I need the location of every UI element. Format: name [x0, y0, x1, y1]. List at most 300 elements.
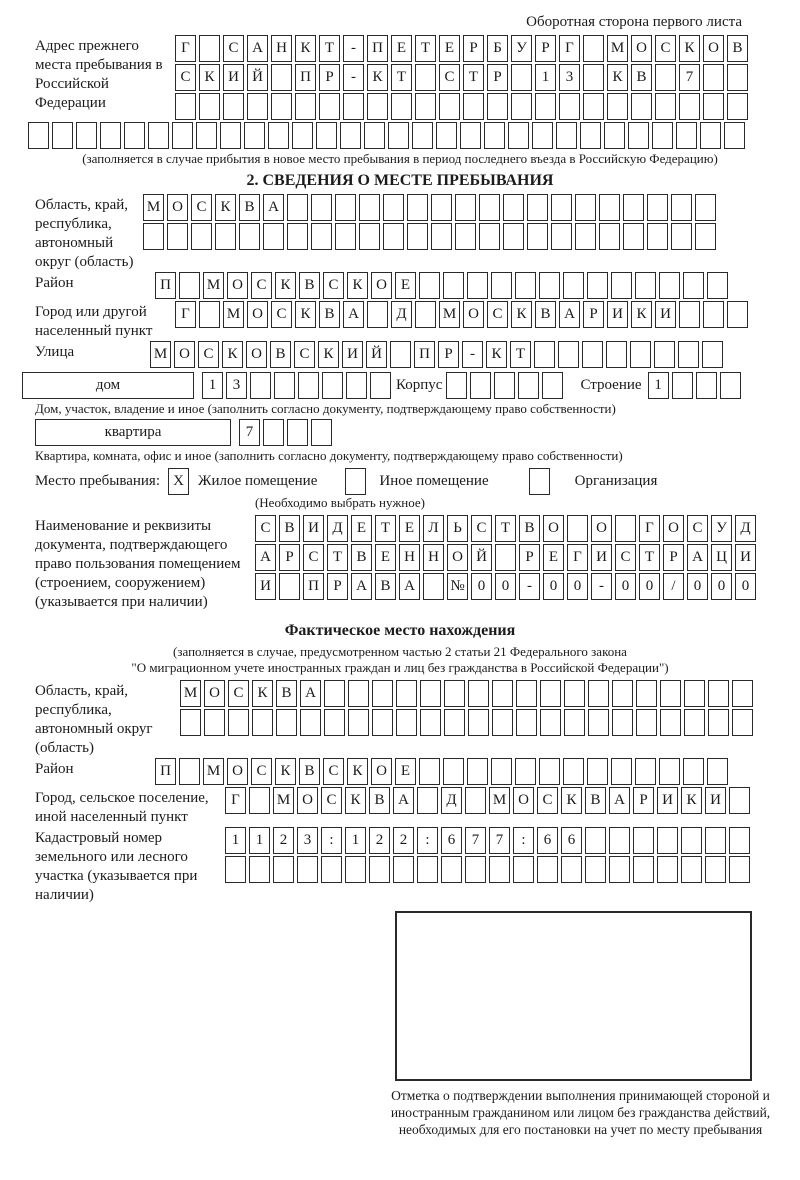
char-box[interactable]: М — [180, 680, 201, 707]
char-box[interactable] — [287, 194, 308, 221]
char-box[interactable] — [419, 272, 440, 299]
char-box[interactable]: О — [513, 787, 534, 814]
char-box[interactable] — [396, 680, 417, 707]
char-box[interactable] — [455, 223, 476, 250]
char-box[interactable]: С — [223, 35, 244, 62]
char-box[interactable]: Р — [327, 573, 348, 600]
char-box[interactable] — [696, 372, 717, 399]
char-box[interactable]: С — [198, 341, 219, 368]
char-box[interactable] — [370, 372, 391, 399]
char-box[interactable] — [612, 709, 633, 736]
char-box[interactable]: К — [607, 64, 628, 91]
char-box[interactable]: Й — [247, 64, 268, 91]
char-box[interactable] — [679, 301, 700, 328]
char-box[interactable] — [703, 93, 724, 120]
char-box[interactable]: А — [255, 544, 276, 571]
char-box[interactable] — [175, 93, 196, 120]
char-box[interactable]: С — [321, 787, 342, 814]
char-box[interactable]: К — [486, 341, 507, 368]
char-box[interactable] — [415, 93, 436, 120]
char-box[interactable]: - — [519, 573, 540, 600]
char-box[interactable]: Р — [663, 544, 684, 571]
char-box[interactable]: М — [273, 787, 294, 814]
char-box[interactable] — [263, 223, 284, 250]
char-box[interactable] — [199, 93, 220, 120]
char-box[interactable] — [492, 709, 513, 736]
char-box[interactable] — [383, 223, 404, 250]
char-box[interactable]: Л — [423, 515, 444, 542]
char-box[interactable]: Н — [399, 544, 420, 571]
char-box[interactable] — [465, 787, 486, 814]
char-box[interactable] — [441, 856, 462, 883]
char-box[interactable]: О — [543, 515, 564, 542]
char-box[interactable]: В — [727, 35, 748, 62]
char-box[interactable] — [239, 223, 260, 250]
char-box[interactable] — [321, 856, 342, 883]
char-box[interactable] — [223, 93, 244, 120]
char-box[interactable]: С — [439, 64, 460, 91]
char-box[interactable] — [247, 93, 268, 120]
char-box[interactable] — [367, 301, 388, 328]
char-box[interactable]: 7 — [489, 827, 510, 854]
char-box[interactable]: А — [351, 573, 372, 600]
char-box[interactable] — [532, 122, 553, 149]
char-box[interactable] — [343, 93, 364, 120]
char-box[interactable]: И — [342, 341, 363, 368]
char-box[interactable]: 1 — [535, 64, 556, 91]
char-box[interactable] — [556, 122, 577, 149]
char-box[interactable] — [630, 341, 651, 368]
char-box[interactable]: С — [323, 272, 344, 299]
char-box[interactable]: О — [227, 272, 248, 299]
char-box[interactable]: К — [199, 64, 220, 91]
char-box[interactable]: В — [239, 194, 260, 221]
char-box[interactable]: Р — [487, 64, 508, 91]
char-box[interactable]: Р — [535, 35, 556, 62]
char-box[interactable]: И — [657, 787, 678, 814]
char-box[interactable] — [587, 758, 608, 785]
char-box[interactable]: : — [417, 827, 438, 854]
char-box[interactable]: Р — [463, 35, 484, 62]
char-box[interactable] — [534, 341, 555, 368]
char-box[interactable] — [324, 680, 345, 707]
char-box[interactable] — [443, 758, 464, 785]
char-box[interactable]: К — [345, 787, 366, 814]
char-box[interactable]: К — [561, 787, 582, 814]
char-box[interactable]: Е — [351, 515, 372, 542]
char-box[interactable] — [732, 709, 753, 736]
char-box[interactable]: Т — [375, 515, 396, 542]
char-box[interactable]: В — [299, 272, 320, 299]
char-box[interactable] — [273, 856, 294, 883]
char-box[interactable] — [276, 709, 297, 736]
char-box[interactable]: В — [279, 515, 300, 542]
char-box[interactable]: П — [303, 573, 324, 600]
char-box[interactable] — [444, 680, 465, 707]
char-box[interactable] — [252, 709, 273, 736]
char-box[interactable]: С — [471, 515, 492, 542]
char-box[interactable] — [180, 709, 201, 736]
char-box[interactable] — [659, 758, 680, 785]
char-box[interactable] — [179, 758, 200, 785]
char-box[interactable] — [76, 122, 97, 149]
char-box[interactable]: В — [631, 64, 652, 91]
char-box[interactable] — [695, 223, 716, 250]
char-box[interactable] — [707, 272, 728, 299]
char-box[interactable] — [727, 64, 748, 91]
char-box[interactable] — [503, 194, 524, 221]
char-box[interactable] — [199, 301, 220, 328]
char-box[interactable] — [636, 680, 657, 707]
char-box[interactable] — [52, 122, 73, 149]
char-box[interactable]: О — [247, 301, 268, 328]
char-box[interactable] — [623, 223, 644, 250]
char-box[interactable] — [585, 827, 606, 854]
char-box[interactable]: 7 — [465, 827, 486, 854]
char-box[interactable]: М — [607, 35, 628, 62]
char-box[interactable]: Е — [395, 272, 416, 299]
char-box[interactable] — [412, 122, 433, 149]
char-box[interactable] — [633, 856, 654, 883]
char-box[interactable] — [446, 372, 467, 399]
char-box[interactable]: К — [215, 194, 236, 221]
char-box[interactable]: Г — [175, 35, 196, 62]
char-box[interactable]: Р — [438, 341, 459, 368]
char-box[interactable]: К — [347, 272, 368, 299]
char-box[interactable] — [271, 64, 292, 91]
char-box[interactable] — [684, 680, 705, 707]
char-box[interactable] — [511, 64, 532, 91]
char-box[interactable] — [479, 194, 500, 221]
char-box[interactable] — [287, 419, 308, 446]
char-box[interactable]: С — [303, 544, 324, 571]
char-box[interactable]: 7 — [239, 419, 260, 446]
char-box[interactable] — [585, 856, 606, 883]
char-box[interactable] — [300, 709, 321, 736]
char-box[interactable] — [729, 856, 750, 883]
char-box[interactable] — [249, 856, 270, 883]
char-box[interactable] — [612, 680, 633, 707]
char-box[interactable]: А — [559, 301, 580, 328]
char-box[interactable] — [460, 122, 481, 149]
char-box[interactable] — [191, 223, 212, 250]
char-box[interactable]: О — [591, 515, 612, 542]
char-box[interactable]: Е — [391, 35, 412, 62]
char-box[interactable] — [322, 372, 343, 399]
char-box[interactable]: 3 — [559, 64, 580, 91]
char-box[interactable] — [551, 223, 572, 250]
char-box[interactable] — [671, 223, 692, 250]
char-box[interactable] — [703, 301, 724, 328]
char-box[interactable] — [393, 856, 414, 883]
char-box[interactable] — [660, 680, 681, 707]
char-box[interactable] — [551, 194, 572, 221]
char-box[interactable]: Т — [639, 544, 660, 571]
char-box[interactable]: Ь — [447, 515, 468, 542]
char-box[interactable] — [527, 223, 548, 250]
char-box[interactable] — [220, 122, 241, 149]
char-box[interactable] — [415, 301, 436, 328]
char-box[interactable] — [495, 544, 516, 571]
char-box[interactable] — [268, 122, 289, 149]
char-box[interactable]: С — [191, 194, 212, 221]
char-box[interactable] — [628, 122, 649, 149]
char-box[interactable] — [492, 680, 513, 707]
char-box[interactable] — [623, 194, 644, 221]
char-box[interactable] — [369, 856, 390, 883]
char-box[interactable] — [729, 827, 750, 854]
char-box[interactable] — [681, 827, 702, 854]
char-box[interactable]: 1 — [648, 372, 669, 399]
char-box[interactable]: О — [463, 301, 484, 328]
char-box[interactable] — [467, 272, 488, 299]
char-box[interactable] — [388, 122, 409, 149]
char-box[interactable] — [561, 856, 582, 883]
char-box[interactable]: С — [655, 35, 676, 62]
char-box[interactable]: С — [228, 680, 249, 707]
char-box[interactable] — [684, 709, 705, 736]
char-box[interactable]: 1 — [249, 827, 270, 854]
char-box[interactable] — [167, 223, 188, 250]
char-box[interactable] — [463, 93, 484, 120]
char-box[interactable] — [199, 35, 220, 62]
char-box[interactable] — [587, 272, 608, 299]
char-box[interactable]: 0 — [735, 573, 756, 600]
char-box[interactable]: О — [447, 544, 468, 571]
char-box[interactable]: В — [585, 787, 606, 814]
char-box[interactable] — [563, 272, 584, 299]
char-box[interactable]: С — [251, 758, 272, 785]
char-box[interactable] — [311, 194, 332, 221]
char-box[interactable] — [359, 194, 380, 221]
char-box[interactable]: М — [489, 787, 510, 814]
char-box[interactable]: С — [251, 272, 272, 299]
char-box[interactable] — [279, 573, 300, 600]
char-box[interactable] — [148, 122, 169, 149]
char-box[interactable] — [28, 122, 49, 149]
char-box[interactable]: Д — [735, 515, 756, 542]
char-box[interactable]: 1 — [225, 827, 246, 854]
char-box[interactable] — [335, 223, 356, 250]
char-box[interactable]: 6 — [561, 827, 582, 854]
char-box[interactable] — [527, 194, 548, 221]
char-box[interactable] — [417, 856, 438, 883]
char-box[interactable]: - — [591, 573, 612, 600]
char-box[interactable] — [340, 122, 361, 149]
char-box[interactable] — [491, 272, 512, 299]
char-box[interactable]: Е — [399, 515, 420, 542]
char-box[interactable] — [470, 372, 491, 399]
char-box[interactable] — [503, 223, 524, 250]
char-box[interactable]: С — [255, 515, 276, 542]
char-box[interactable] — [607, 93, 628, 120]
char-box[interactable]: 0 — [495, 573, 516, 600]
char-box[interactable]: В — [369, 787, 390, 814]
char-box[interactable]: М — [203, 758, 224, 785]
char-box[interactable]: 0 — [639, 573, 660, 600]
char-box[interactable]: И — [591, 544, 612, 571]
char-box[interactable] — [529, 468, 550, 495]
char-box[interactable]: П — [155, 758, 176, 785]
char-box[interactable] — [583, 93, 604, 120]
char-box[interactable]: О — [371, 272, 392, 299]
char-box[interactable] — [558, 341, 579, 368]
char-box[interactable] — [391, 93, 412, 120]
char-box[interactable] — [367, 93, 388, 120]
char-box[interactable]: К — [681, 787, 702, 814]
char-box[interactable] — [582, 341, 603, 368]
char-box[interactable]: № — [447, 573, 468, 600]
char-box[interactable] — [364, 122, 385, 149]
char-box[interactable]: 0 — [687, 573, 708, 600]
char-box[interactable]: К — [679, 35, 700, 62]
char-box[interactable]: Р — [279, 544, 300, 571]
s2-mesto-inoe-checkbox[interactable] — [345, 468, 369, 495]
char-box[interactable] — [249, 787, 270, 814]
char-box[interactable]: А — [263, 194, 284, 221]
char-box[interactable] — [250, 372, 271, 399]
char-box[interactable] — [636, 709, 657, 736]
char-box[interactable]: Й — [471, 544, 492, 571]
char-box[interactable]: О — [631, 35, 652, 62]
char-box[interactable]: И — [655, 301, 676, 328]
char-box[interactable] — [708, 709, 729, 736]
char-box[interactable] — [707, 758, 728, 785]
char-box[interactable] — [508, 122, 529, 149]
char-box[interactable]: Е — [395, 758, 416, 785]
char-box[interactable] — [431, 194, 452, 221]
char-box[interactable] — [515, 272, 536, 299]
char-box[interactable]: К — [295, 35, 316, 62]
char-box[interactable] — [298, 372, 319, 399]
char-box[interactable]: К — [275, 272, 296, 299]
char-box[interactable] — [468, 680, 489, 707]
char-box[interactable]: Е — [439, 35, 460, 62]
char-box[interactable] — [407, 223, 428, 250]
char-box[interactable]: 2 — [273, 827, 294, 854]
char-box[interactable]: X — [168, 468, 189, 495]
char-box[interactable]: О — [174, 341, 195, 368]
char-box[interactable] — [564, 680, 585, 707]
char-box[interactable] — [455, 194, 476, 221]
char-box[interactable]: Т — [415, 35, 436, 62]
char-box[interactable] — [215, 223, 236, 250]
char-box[interactable]: С — [487, 301, 508, 328]
char-box[interactable]: И — [255, 573, 276, 600]
char-box[interactable]: - — [343, 64, 364, 91]
char-box[interactable] — [516, 709, 537, 736]
char-box[interactable] — [407, 194, 428, 221]
char-box[interactable] — [228, 709, 249, 736]
char-box[interactable] — [415, 64, 436, 91]
char-box[interactable] — [633, 827, 654, 854]
char-box[interactable] — [292, 122, 313, 149]
char-box[interactable]: Т — [510, 341, 531, 368]
char-box[interactable] — [100, 122, 121, 149]
char-box[interactable]: : — [513, 827, 534, 854]
char-box[interactable]: О — [246, 341, 267, 368]
char-box[interactable]: И — [607, 301, 628, 328]
char-box[interactable] — [419, 758, 440, 785]
char-box[interactable] — [484, 122, 505, 149]
char-box[interactable] — [540, 680, 561, 707]
char-box[interactable] — [513, 856, 534, 883]
char-box[interactable] — [559, 93, 580, 120]
char-box[interactable]: В — [276, 680, 297, 707]
char-box[interactable]: Й — [366, 341, 387, 368]
char-box[interactable] — [383, 194, 404, 221]
char-box[interactable] — [420, 680, 441, 707]
char-box[interactable] — [348, 680, 369, 707]
char-box[interactable] — [540, 709, 561, 736]
char-box[interactable] — [494, 372, 515, 399]
char-box[interactable] — [420, 709, 441, 736]
char-box[interactable]: П — [367, 35, 388, 62]
char-box[interactable] — [631, 93, 652, 120]
char-box[interactable]: 2 — [369, 827, 390, 854]
char-box[interactable]: Д — [327, 515, 348, 542]
char-box[interactable]: Б — [487, 35, 508, 62]
char-box[interactable]: С — [687, 515, 708, 542]
char-box[interactable]: А — [399, 573, 420, 600]
char-box[interactable] — [479, 223, 500, 250]
char-box[interactable]: А — [609, 787, 630, 814]
char-box[interactable] — [271, 93, 292, 120]
char-box[interactable]: Ц — [711, 544, 732, 571]
char-box[interactable] — [683, 758, 704, 785]
char-box[interactable] — [652, 122, 673, 149]
char-box[interactable]: В — [535, 301, 556, 328]
char-box[interactable]: В — [299, 758, 320, 785]
char-box[interactable]: 3 — [297, 827, 318, 854]
char-box[interactable]: В — [319, 301, 340, 328]
char-box[interactable]: П — [295, 64, 316, 91]
char-box[interactable] — [659, 272, 680, 299]
char-box[interactable] — [263, 419, 284, 446]
char-box[interactable]: С — [615, 544, 636, 571]
char-box[interactable]: А — [687, 544, 708, 571]
char-box[interactable]: П — [155, 272, 176, 299]
char-box[interactable]: О — [371, 758, 392, 785]
char-box[interactable] — [599, 194, 620, 221]
char-box[interactable] — [609, 856, 630, 883]
char-box[interactable]: : — [321, 827, 342, 854]
char-box[interactable] — [274, 372, 295, 399]
char-box[interactable]: О — [703, 35, 724, 62]
char-box[interactable]: М — [143, 194, 164, 221]
char-box[interactable]: Н — [423, 544, 444, 571]
char-box[interactable] — [724, 122, 745, 149]
char-box[interactable] — [204, 709, 225, 736]
char-box[interactable] — [732, 680, 753, 707]
char-box[interactable] — [583, 35, 604, 62]
char-box[interactable] — [465, 856, 486, 883]
char-box[interactable] — [604, 122, 625, 149]
char-box[interactable] — [588, 680, 609, 707]
char-box[interactable]: Е — [543, 544, 564, 571]
char-box[interactable]: Р — [633, 787, 654, 814]
char-box[interactable]: Е — [375, 544, 396, 571]
char-box[interactable] — [417, 787, 438, 814]
char-box[interactable] — [319, 93, 340, 120]
char-box[interactable] — [491, 758, 512, 785]
char-box[interactable] — [695, 194, 716, 221]
char-box[interactable]: Г — [225, 787, 246, 814]
char-box[interactable] — [609, 827, 630, 854]
char-box[interactable] — [518, 372, 539, 399]
char-box[interactable]: 3 — [226, 372, 247, 399]
char-box[interactable]: В — [375, 573, 396, 600]
